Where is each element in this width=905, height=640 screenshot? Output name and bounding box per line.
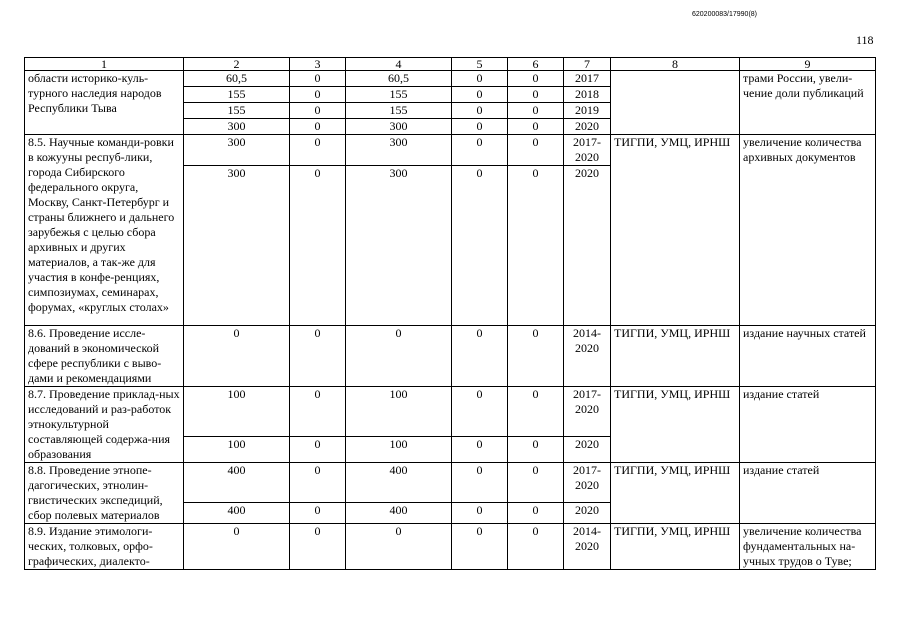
- amount-federal: 0: [290, 103, 346, 119]
- table-row: [25, 326, 876, 387]
- amount-federal: 0: [290, 463, 346, 503]
- amount-total: 0: [184, 326, 290, 387]
- amount-municipal: 0: [452, 71, 508, 87]
- amount-total: 60,5: [184, 71, 290, 87]
- amount-municipal: 0: [452, 119, 508, 135]
- table-row: [25, 524, 876, 570]
- table-row: [25, 135, 876, 166]
- program-table: [24, 57, 876, 570]
- amount-federal: 0: [290, 437, 346, 463]
- amount-municipal: 0: [452, 87, 508, 103]
- amount-republic: 300: [346, 119, 452, 135]
- amount-federal: 0: [290, 87, 346, 103]
- activity-name: области историко-куль-турного наследия народов Республики Тыва: [25, 71, 184, 135]
- amount-republic: 155: [346, 87, 452, 103]
- period: 2014-2020: [564, 326, 611, 387]
- expected-result: увеличение количества фундаментальных на-учных трудов о Туве;: [740, 524, 876, 570]
- amount-municipal: 0: [452, 524, 508, 570]
- period: 2017-2020: [564, 463, 611, 503]
- executors: ТИГПИ, УМЦ, ИРНШ: [611, 135, 740, 326]
- period: 2014-2020: [564, 524, 611, 570]
- amount-municipal: 0: [452, 166, 508, 326]
- table-row: [25, 463, 876, 503]
- amount-municipal: 0: [452, 135, 508, 166]
- column-number: 2: [184, 58, 290, 71]
- period: 2020: [564, 437, 611, 463]
- executors: [611, 71, 740, 135]
- expected-result: издание научных статей: [740, 326, 876, 387]
- column-number: 4: [346, 58, 452, 71]
- activity-name: 8.6. Проведение иссле-дований в экономической сфере республики с выво-дами и рекомендациями: [25, 326, 184, 387]
- executors: ТИГПИ, УМЦ, ИРНШ: [611, 524, 740, 570]
- amount-municipal: 0: [452, 463, 508, 503]
- expected-result: трами России, увели-чение доли публикаций: [740, 71, 876, 135]
- period: 2017: [564, 71, 611, 87]
- column-number: 3: [290, 58, 346, 71]
- amount-extra: 0: [508, 524, 564, 570]
- activity-name: 8.5. Научные команди-ровки в кожууны респуб-лики, города Сибирского федерального округа, Москву, Санкт-Петербург и страны ближнего и дальнего зарубежья с целью сбора архивных и других материалов, а так-же для участия в конфе-ренциях, симпозиумах, семинарах, форумах, «круглых столах»: [25, 135, 184, 326]
- amount-federal: 0: [290, 326, 346, 387]
- amount-extra: 0: [508, 326, 564, 387]
- amount-republic: 0: [346, 326, 452, 387]
- amount-republic: 155: [346, 103, 452, 119]
- amount-federal: 0: [290, 387, 346, 437]
- amount-extra: 0: [508, 119, 564, 135]
- amount-federal: 0: [290, 119, 346, 135]
- activity-name: 8.7. Проведение приклад-ных исследований и раз-работок этнокультурной составляющей содержа-ния образования: [25, 387, 184, 463]
- amount-extra: 0: [508, 87, 564, 103]
- amount-republic: 100: [346, 387, 452, 437]
- expected-result: увеличение количества архивных документов: [740, 135, 876, 326]
- amount-total: 155: [184, 103, 290, 119]
- column-number: 8: [611, 58, 740, 71]
- amount-total: 300: [184, 166, 290, 326]
- amount-federal: 0: [290, 166, 346, 326]
- amount-total: 400: [184, 463, 290, 503]
- period: 2019: [564, 103, 611, 119]
- amount-republic: 100: [346, 437, 452, 463]
- column-number: 7: [564, 58, 611, 71]
- column-number: 9: [740, 58, 876, 71]
- period: 2017-2020: [564, 135, 611, 166]
- amount-total: 400: [184, 503, 290, 524]
- expected-result: издание статей: [740, 387, 876, 463]
- amount-republic: 400: [346, 463, 452, 503]
- amount-municipal: 0: [452, 503, 508, 524]
- amount-federal: 0: [290, 135, 346, 166]
- executors: ТИГПИ, УМЦ, ИРНШ: [611, 387, 740, 463]
- period: 2020: [564, 119, 611, 135]
- amount-total: 155: [184, 87, 290, 103]
- amount-municipal: 0: [452, 103, 508, 119]
- amount-extra: 0: [508, 387, 564, 437]
- amount-republic: 400: [346, 503, 452, 524]
- column-number: 1: [25, 58, 184, 71]
- amount-extra: 0: [508, 103, 564, 119]
- amount-federal: 0: [290, 503, 346, 524]
- column-number: 5: [452, 58, 508, 71]
- period: 2018: [564, 87, 611, 103]
- amount-extra: 0: [508, 437, 564, 463]
- amount-republic: 60,5: [346, 71, 452, 87]
- column-number: 6: [508, 58, 564, 71]
- period: 2017-2020: [564, 387, 611, 437]
- amount-republic: 300: [346, 166, 452, 326]
- amount-municipal: 0: [452, 387, 508, 437]
- table-row: [25, 387, 876, 437]
- amount-extra: 0: [508, 503, 564, 524]
- document-code: 620200083/17990(8): [692, 11, 758, 18]
- activity-name: 8.9. Издание этимологи-ческих, толковых, орфо-графических, диалекто-: [25, 524, 184, 570]
- amount-republic: 300: [346, 135, 452, 166]
- executors: ТИГПИ, УМЦ, ИРНШ: [611, 326, 740, 387]
- page-number: 118: [856, 33, 874, 47]
- table-row: [25, 71, 876, 87]
- amount-total: 300: [184, 135, 290, 166]
- amount-extra: 0: [508, 71, 564, 87]
- expected-result: издание статей: [740, 463, 876, 524]
- amount-total: 100: [184, 387, 290, 437]
- amount-municipal: 0: [452, 326, 508, 387]
- activity-name: 8.8. Проведение этнопе-дагогических, этнолин-гвистических экспедиций, сбор полевых материалов: [25, 463, 184, 524]
- amount-extra: 0: [508, 463, 564, 503]
- amount-extra: 0: [508, 166, 564, 326]
- amount-republic: 0: [346, 524, 452, 570]
- amount-total: 100: [184, 437, 290, 463]
- column-number-row: [25, 58, 876, 71]
- amount-total: 0: [184, 524, 290, 570]
- amount-total: 300: [184, 119, 290, 135]
- executors: ТИГПИ, УМЦ, ИРНШ: [611, 463, 740, 524]
- period: 2020: [564, 503, 611, 524]
- amount-municipal: 0: [452, 437, 508, 463]
- amount-extra: 0: [508, 135, 564, 166]
- amount-federal: 0: [290, 524, 346, 570]
- amount-federal: 0: [290, 71, 346, 87]
- period: 2020: [564, 166, 611, 326]
